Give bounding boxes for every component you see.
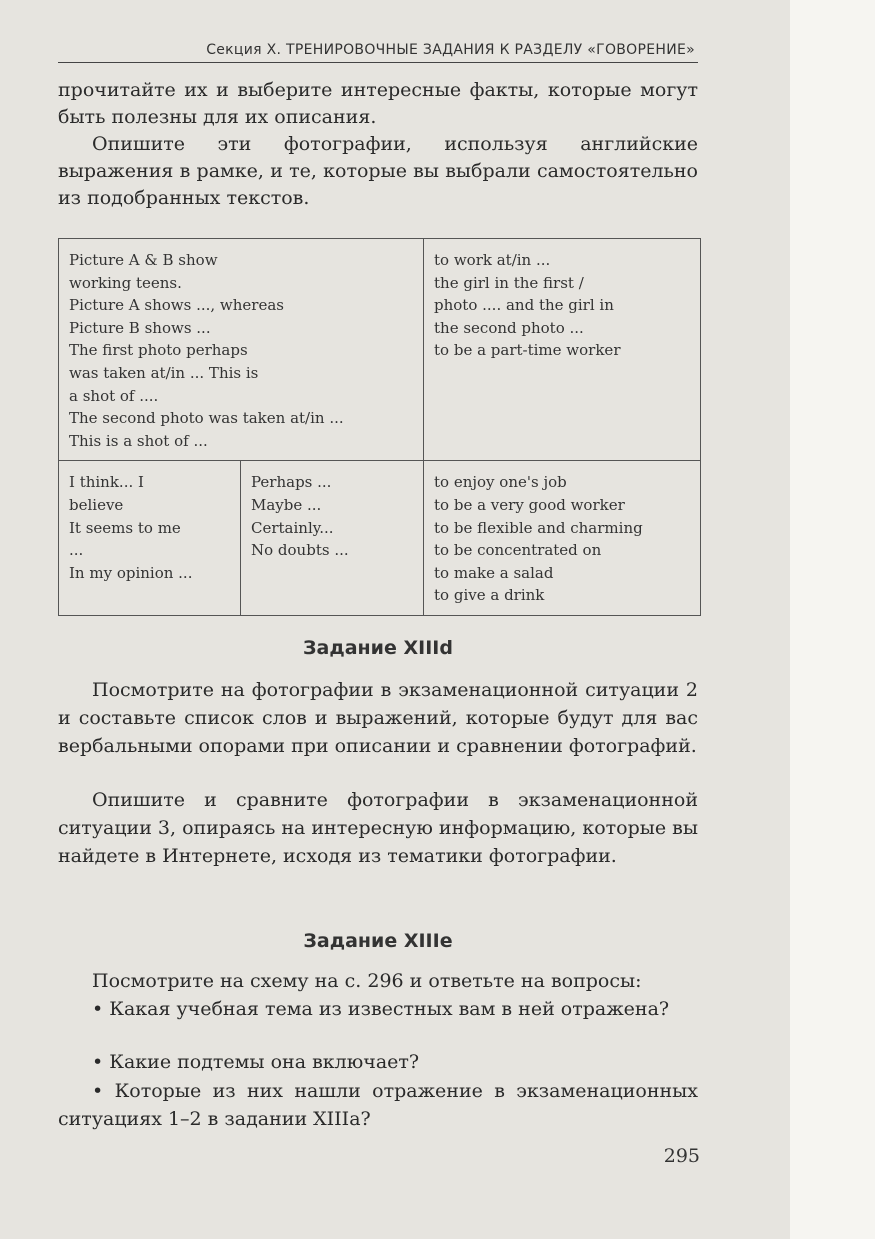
phrase-table-row-1 [59,239,701,461]
phrase-cell-work-phrases [424,239,701,461]
phrase-table-row-2 [59,461,701,616]
task-xiiie-bullet-3: • Которые из них нашли отражение в экзаменационных ситуациях 1–2 в задании XIIIa? [58,1080,698,1130]
phrase-line: Picture B shows ... [69,318,211,337]
task-xiiid-heading: Задание XIIId [303,637,453,659]
phrase-line: to make a salad [434,563,554,582]
phrase-cell-opinion [59,461,241,616]
page-number: 295 [663,1145,700,1167]
phrase-line: ... [69,541,84,560]
phrase-line: This is a shot of ... [69,431,208,450]
phrase-line: believe [69,495,124,514]
phrase-line: the girl in the first / [434,273,584,292]
scan-margin [790,0,875,1239]
phrase-line: Perhaps ... [251,473,332,492]
phrase-line: to be flexible and charming [434,518,643,537]
phrase-line: to give a drink [434,586,545,605]
task-xiiie-lead: Посмотрите на схему на с. 296 и ответьте на вопросы: [92,970,642,992]
phrase-line: Certainly... [251,518,334,537]
task-xiiie-bullet-1: • Какая учебная тема из известных вам в ней отражена? [92,998,670,1020]
phrase-line: Maybe ... [251,495,322,514]
phrase-line: to be a very good worker [434,495,625,514]
phrase-line: The first photo perhaps [69,341,248,360]
phrase-line: working teens. [69,273,182,292]
phrase-line: was taken at/in ... This is [69,363,259,382]
task-xiiie-bullet-2: • Какие подтемы она включает? [92,1051,420,1073]
phrase-cell-certainty [241,461,424,616]
phrase-line: No doubts ... [251,541,349,560]
task-xiiid-paragraph-1: Посмотрите на фотографии в экзаменационной ситуации 2 и составьте список слов и выражений, которые будут для вас вербальными опорами при описании и сравнении фотографий. [58,679,698,757]
phrase-line: to be concentrated on [434,541,602,560]
phrase-table [58,238,701,616]
header-rule [58,62,698,63]
phrase-line: In my opinion ... [69,563,193,582]
phrase-line: photo .... and the girl in [434,296,614,315]
task-xiiid-paragraph-2: Опишите и сравните фотографии в экзаменационной ситуации 3, опираясь на интересную информацию, которые вы найдете в Интернете, исходя из тематики фотографии. [58,789,698,867]
phrase-line: to be a part-time worker [434,341,621,360]
phrase-line: the second photo ... [434,318,584,337]
phrase-line: a shot of .... [69,386,159,405]
intro-paragraph-2: Опишите эти фотографии, используя английские выражения в рамке, и те, которые вы выбрали самостоятельно из подобранных текстов. [58,133,698,209]
phrase-line: Picture A & B show [69,251,218,269]
phrase-line: It seems to me [69,518,181,537]
phrase-line: to work at/in ... [434,251,551,269]
running-head: Секция X. ТРЕНИРОВОЧНЫЕ ЗАДАНИЯ К РАЗДЕЛУ «ГОВОРЕНИЕ» [206,42,695,58]
task-xiiie-heading: Задание XIIIe [303,930,453,952]
phrase-cell-intro-phrases [59,239,424,461]
phrase-line: Picture A shows ..., whereas [69,296,284,315]
phrase-line: I think... I [69,473,144,492]
phrase-line: to enjoy one's job [434,473,567,492]
phrase-line: The second photo was taken at/in ... [69,409,344,428]
phrase-cell-qualities [424,461,701,616]
intro-paragraph-1: прочитайте их и выберите интересные факты, которые могут быть полезны для их описания. [58,79,698,128]
